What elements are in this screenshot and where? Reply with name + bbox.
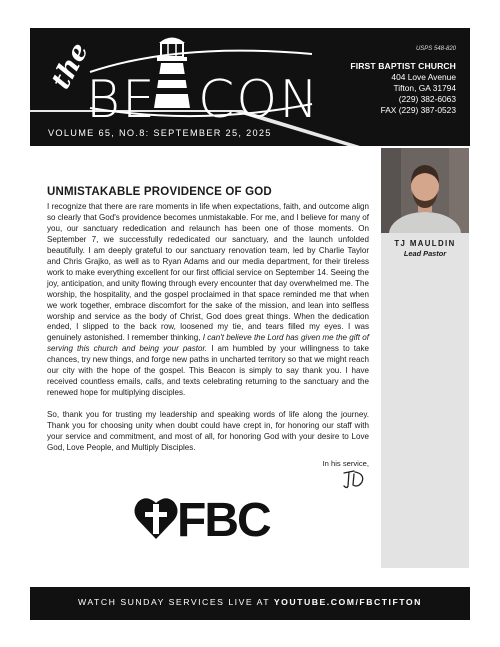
paragraph-text: I recognize that there are rare moments in life when expectations, faith, and outcome align so clearly that God's providence becomes unmistakable. For me, and I believe for many of you, our sanctuary rededication and relaunch has been one of those moments. On September 7, we successfully rededicated our sanctuary, and the launch unfolded beautifully. I am deeply grateful to our sanctuary renovation team, led by Charlie Taylor and Chris Grajko, as well as to Ryan Adams and our media department, for their tireless work to make everything excellent for our first official service on September 14. Seeing the joy, anticipation, and unity flowing through every encounter that day overwhelmed me. The worship, the hospitality, and the gospel proclaimed in that space reminded me that when we work together, embrace discomfort for the sake of the mission, and lean into selfless worship and service as the body of Christ, God does great things. When the dedication ended, I slipped to the back row, loosened my tie, and tears filled my eyes. I was genuinely astonished. I remember thinking,	[47, 202, 369, 343]
pastor-name: TJ MAULDIN	[394, 239, 456, 248]
footer-banner	[30, 587, 470, 620]
pastor-title: Lead Pastor	[403, 249, 447, 258]
pastor-portrait	[381, 148, 469, 233]
youtube-link[interactable]: YOUTUBE.COM/FBCTIFTON	[273, 597, 422, 607]
church-fax: FAX (229) 387-0523	[380, 105, 456, 115]
article-paragraph	[47, 202, 369, 399]
article-paragraph: So, thank you for trusting my leadership and speaking words of life along the journey. Thank you for choosing unity when doubt could have crept in, for honoring our staff with your service and commitment, and most of all, for honoring God with your desire to Love God, Love People, and Multiply Disciples.	[47, 410, 369, 453]
pastor-photo	[381, 148, 469, 233]
issue-volume: VOLUME 65, NO.8: SEPTEMBER 25, 2025	[48, 128, 272, 138]
article-headline: UNMISTAKABLE PROVIDENCE OF GOD	[47, 186, 272, 198]
quote-text: I can't believe the Lord has given me the gift of serving this church and being your pastor.	[47, 333, 369, 354]
pastor-sidebar	[381, 148, 469, 568]
masthead-banner	[30, 28, 470, 146]
beacon-logo: the BE CON	[30, 28, 330, 128]
signature-area	[47, 468, 369, 490]
logo-prefix: the	[46, 38, 95, 95]
signature	[341, 468, 367, 490]
fbc-letters: FBC	[177, 494, 270, 540]
footer-text	[30, 597, 470, 607]
fbc-logo	[134, 494, 282, 540]
church-phone: (229) 382-6063	[398, 94, 456, 104]
paragraph-text: I am humbled by your willingness to take chances, try new things, and forge new paths in uncharted territory so that we might reach our city with the hope of the gospel. This Beacon is simply to say thank you. I have received countless emails, calls, and texts celebrating returning to the sanctuary and the renewed hope for multiplying disciples.	[47, 344, 369, 398]
church-address: 404 Love Avenue	[391, 72, 456, 82]
closing-line: In his service,	[322, 458, 369, 468]
article	[47, 186, 369, 490]
footer-prefix: WATCH SUNDAY SERVICES LIVE AT	[78, 597, 270, 607]
church-name: FIRST BAPTIST CHURCH	[350, 61, 456, 71]
church-contact	[350, 61, 456, 116]
cross-icon	[153, 504, 159, 534]
church-city: Tifton, GA 31794	[393, 83, 456, 93]
usps-number: USPS 548-820	[415, 46, 456, 52]
